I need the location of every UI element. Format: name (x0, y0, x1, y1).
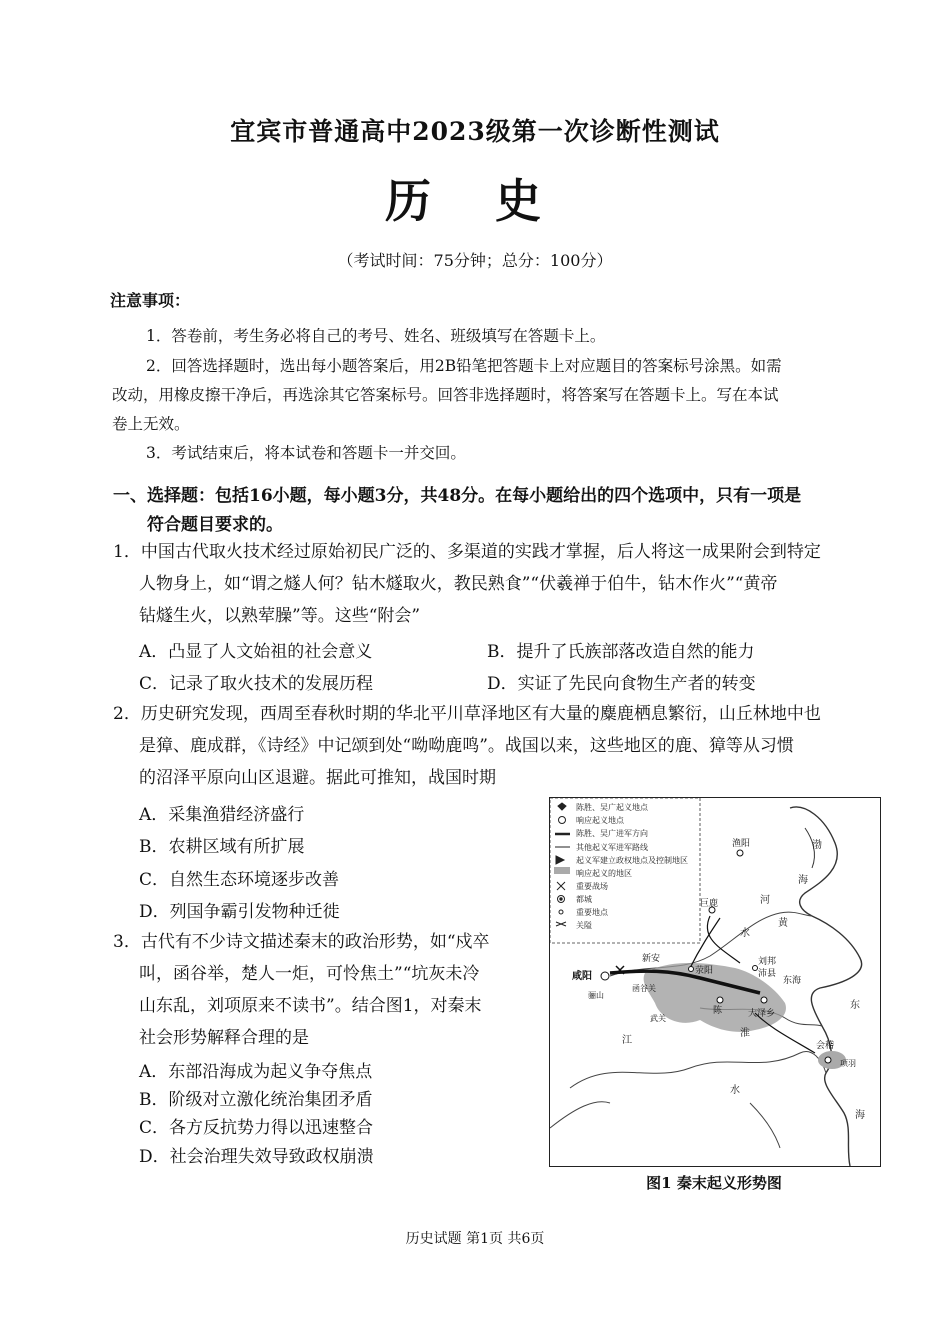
q1-option-d[interactable]: D．实证了先民向食物生产者的转变 (487, 674, 756, 694)
geo-label: 海 (798, 875, 808, 886)
legend-label: 都城 (576, 895, 592, 904)
page-footer: 历史试题 第1页 共6页 (405, 1231, 545, 1247)
q3-option-a[interactable]: A．东部沿海成为起义争夺焦点 (139, 1062, 373, 1082)
q3-option-c[interactable]: C．各方反抗势力得以迅速整合 (139, 1118, 374, 1138)
place-label: 荥阳 (695, 966, 714, 976)
legend-label: 重要战场 (576, 882, 608, 891)
q3-option-b[interactable]: B．阶级对立激化统治集团矛盾 (139, 1090, 373, 1110)
q2-option-d[interactable]: D．列国争霸引发物种迁徙 (139, 902, 340, 922)
q1-option-a[interactable]: A．凸显了人文始祖的社会意义 (139, 642, 373, 662)
q2-option-a[interactable]: A．采集渔猎经济盛行 (139, 805, 305, 825)
q2-line: 是獐、鹿成群，《诗经》中记颂到处“呦呦鹿鸣”。战国以来，这些地区的鹿、獐等从习惯 (139, 736, 794, 756)
q1-option-b[interactable]: B．提升了氏族部落改造自然的能力 (487, 642, 755, 662)
legend-label: 其他起义军进军路线 (576, 843, 648, 852)
legend-label: 重要地点 (576, 908, 608, 917)
q3-option-d[interactable]: D．社会治理失效导致政权崩溃 (139, 1147, 374, 1167)
coastline (790, 807, 862, 1166)
legend-label: 陈胜、吴广进军方向 (576, 829, 648, 838)
subject-title: 历 史 (384, 174, 565, 228)
q1-line: 人物身上，如“谓之燧人何？钻木燧取火，教民熟食”“伏羲禅于伯牛，钻木作火”“黄帝 (139, 574, 778, 594)
place-label: 陈 (713, 1006, 723, 1016)
yuyang-marker-icon (737, 850, 743, 856)
dazexiang-marker-icon (761, 997, 767, 1003)
geo-label: 水 (740, 928, 750, 939)
q3-line: 叫，函谷举，楚人一炬，可怜焦土”“坑灰未冷 (139, 964, 480, 984)
q3-line: 山东乱，刘项原来不读书”。结合图1，对秦末 (139, 996, 482, 1016)
capital-dot-icon (560, 898, 562, 900)
place-label: 咸阳 (572, 971, 592, 982)
chen-marker-icon (717, 997, 723, 1003)
place-label: 巨鹿 (700, 899, 719, 909)
place-label: 骊山 (588, 991, 604, 1000)
place-label: 项羽 (840, 1059, 856, 1068)
q1-line: 1．中国古代取火技术经过原始初民广泛的、多渠道的实践才掌握，后人将这一成果附会到特定 (113, 542, 821, 562)
place-label: 大泽乡 (748, 1009, 776, 1019)
response-area-icon (554, 867, 570, 874)
geo-label: 江 (622, 1035, 632, 1046)
q2-option-c[interactable]: C．自然生态环境逐步改善 (139, 870, 340, 890)
map-caption: 图1 秦末起义形势图 (646, 1174, 782, 1192)
note-item: 2．回答选择题时，选出每小题答案后，用2B铅笔把答题卡上对应题目的答案标号涂黑。如需 (146, 357, 782, 375)
legend-label: 陈胜、吴广起义地点 (576, 803, 648, 812)
q2-option-b[interactable]: B．农耕区域有所扩展 (139, 837, 305, 857)
q2-line: 的沼泽平原向山区退避。据此可推知，战国时期 (139, 768, 496, 788)
geo-label: 渤 (812, 840, 822, 851)
q3-line: 社会形势解释合理的是 (139, 1028, 309, 1048)
section-heading-line: 一、选择题：包括16小题，每小题3分，共48分。在每小题给出的四个选项中，只有一项是 (113, 486, 802, 506)
notes-heading: 注意事项： (110, 291, 191, 310)
exam-title: 宜宾市普通高中2023级第一次诊断性测试 (230, 117, 720, 146)
inland-border (550, 1102, 780, 1148)
note-item: 改动，用橡皮擦干净后，再选涂其它答案标号。回答非选择题时，将答案写在答题卡上。写在本试 (112, 386, 779, 404)
legend-label: 响应起义地点 (576, 816, 624, 825)
section-heading-line: 符合题目要求的。 (147, 515, 283, 535)
geo-label: 海 (855, 1110, 865, 1121)
kuaiji-marker-icon (825, 1057, 831, 1063)
geo-label: 水 (730, 1085, 740, 1096)
place-label: 函谷关 (632, 984, 656, 993)
xianyang-capital-icon (601, 972, 609, 980)
geo-label: 黄 (778, 918, 788, 929)
q2-line: 2．历史研究发现，西周至春秋时期的华北平川草泽地区有大量的麋鹿栖息繁衍，山丘林地中也 (113, 704, 821, 724)
place-label: 沛县 (758, 969, 777, 979)
q1-option-c[interactable]: C．记录了取火技术的发展历程 (139, 674, 374, 694)
yangtze-river (570, 1051, 826, 1088)
place-label: 会稽 (816, 1041, 835, 1051)
place-label: 渔阳 (732, 839, 751, 849)
q1-line: 钻燧生火，以熟荤臊”等。这些“附会” (139, 606, 421, 626)
section-heading (113, 482, 883, 540)
geo-label: 东 (850, 1000, 860, 1011)
qin-uprising-map (549, 797, 881, 1167)
legend-label: 起义军建立政权地点及控制地区 (576, 856, 688, 865)
place-label: 东海 (783, 976, 802, 986)
note-item: 1．答卷前，考生务必将自己的考号、姓名、班级填写在答题卡上。 (146, 327, 606, 345)
peixian-marker-icon (753, 966, 758, 971)
geo-label: 淮 (740, 1028, 750, 1039)
place-label: 武关 (650, 1014, 666, 1023)
map-svg (550, 798, 880, 1166)
q3-line: 3．古代有不少诗文描述秦末的政治形势，如“戍卒 (113, 932, 490, 952)
note-item: 3．考试结束后，将本试卷和答题卡一并交回。 (146, 444, 466, 462)
note-item: 卷上无效。 (112, 415, 190, 433)
geo-label: 河 (760, 895, 770, 906)
legend-label: 关隘 (576, 921, 592, 930)
north-route (707, 916, 740, 963)
place-label: 新安 (642, 954, 661, 964)
place-label: 刘邦 (758, 957, 777, 967)
xinyang-marker-icon (689, 967, 694, 972)
exam-info: （考试时间：75分钟；总分：100分） (337, 251, 613, 270)
legend-label: 响应起义的地区 (576, 869, 632, 878)
